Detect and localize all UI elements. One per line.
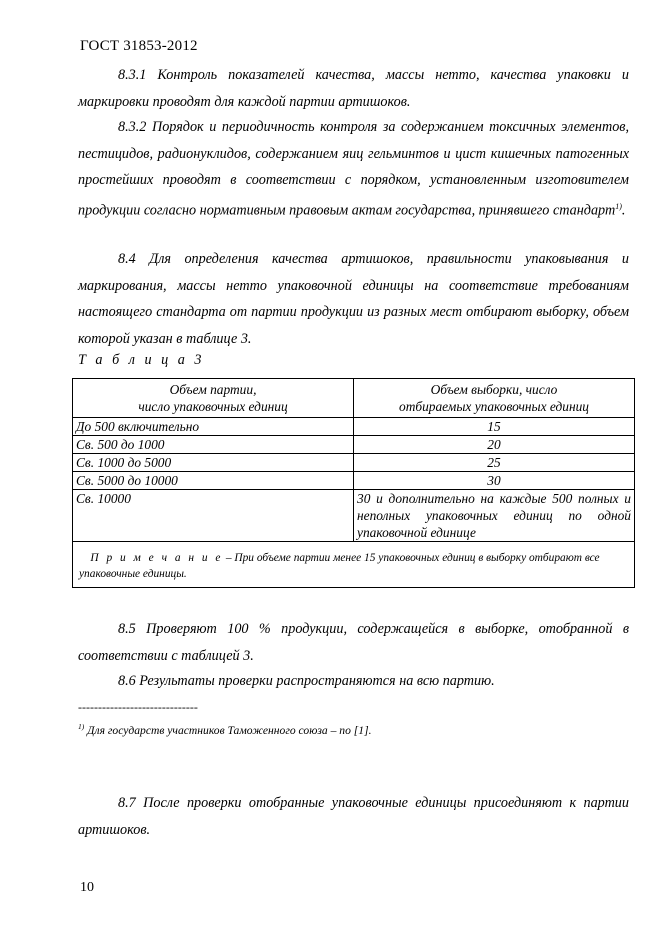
table-row: [73, 454, 635, 472]
note-text: – При объеме партии менее 15 упаковочных единиц в выборку отбирают все упаковочные единицы.: [79, 552, 600, 580]
footnote-separator: ------------------------------: [78, 700, 198, 714]
col-header-sample: [354, 379, 635, 418]
page-number: 10: [80, 880, 94, 895]
lot-size-cell: Св. 500 до 1000: [73, 436, 354, 454]
paragraph-8-5: 8.5 Проверяют 100 % продукции, содержащейся в выборке, отобранной в соответствии с таблицей 3.: [78, 621, 629, 664]
paragraph-8-3-1: 8.3.1 Контроль показателей качества, массы нетто, качества упаковки и маркировки проводят для каждой партии артишоков.: [78, 67, 629, 110]
lot-size-cell: Св. 5000 до 10000: [73, 472, 354, 490]
sample-size-cell: 20: [354, 436, 635, 454]
footnote-text: Для государств участников Таможенного союза – по [1].: [84, 723, 372, 737]
table-row: [73, 418, 635, 436]
col-header-sample-line2: отбираемых упаковочных единиц: [399, 399, 589, 414]
col-header-lot-line1: Объем партии,: [169, 382, 257, 397]
sample-size-cell: 30 и дополнительно на каждые 500 полных и неполных упаковочных единиц по одной упаковочной единице: [354, 490, 635, 542]
footnote-mark: 1): [78, 722, 85, 731]
paragraph-8-4: 8.4 Для определения качества артишоков, правильности упаковывания и маркирования, массы нетто упаковочной единицы на соответствие требованиям настоящего стандарта от партии продукции из разных мест отбирают выборку, объем которой указан в таблице 3.: [78, 251, 629, 347]
footnote: [78, 722, 372, 737]
table-header-row: [73, 379, 635, 418]
paragraph-8-3-2-text: 8.3.2 Порядок и периодичность контроля за содержанием токсичных элементов, пестицидов, радионуклидов, содержанием яиц гельминтов и цист кишечных патогенных простейших проводят в соответствии с порядком, установленным изготовителем продукции согласно нормативным правовым актам государства, принявшего стандарт: [78, 119, 629, 219]
paragraph-8-6: 8.6 Результаты проверки распространяются на всю партию.: [118, 673, 495, 689]
sample-size-cell: 25: [354, 454, 635, 472]
sampling-table: [72, 378, 635, 588]
table-caption: Т а б л и ц а 3: [78, 352, 205, 368]
lot-size-cell: Св. 1000 до 5000: [73, 454, 354, 472]
col-header-sample-line1: Объем выборки, число: [430, 382, 558, 397]
standard-header: ГОСТ 31853-2012: [80, 38, 198, 54]
lot-size-cell: Св. 10000: [73, 490, 354, 542]
col-header-lot: [73, 379, 354, 418]
paragraph-8-3-2: [78, 114, 629, 224]
col-header-lot-line2: число упаковочных единиц: [138, 399, 288, 414]
paragraph-8-3-2-end: .: [621, 202, 626, 219]
lot-size-cell: До 500 включительно: [73, 418, 354, 436]
sample-size-cell: 30: [354, 472, 635, 490]
table-row: [73, 490, 635, 542]
paragraph-8-7: 8.7 После проверки отобранные упаковочные единицы присоединяют к партии артишоков.: [78, 795, 629, 838]
table-note-row: [73, 542, 635, 588]
table-row: [73, 436, 635, 454]
footnote-reference[interactable]: 1): [615, 201, 622, 211]
sample-size-cell: 15: [354, 418, 635, 436]
note-label: П р и м е ч а н и е: [90, 552, 223, 564]
table-row: [73, 472, 635, 490]
table-note: [73, 542, 635, 588]
